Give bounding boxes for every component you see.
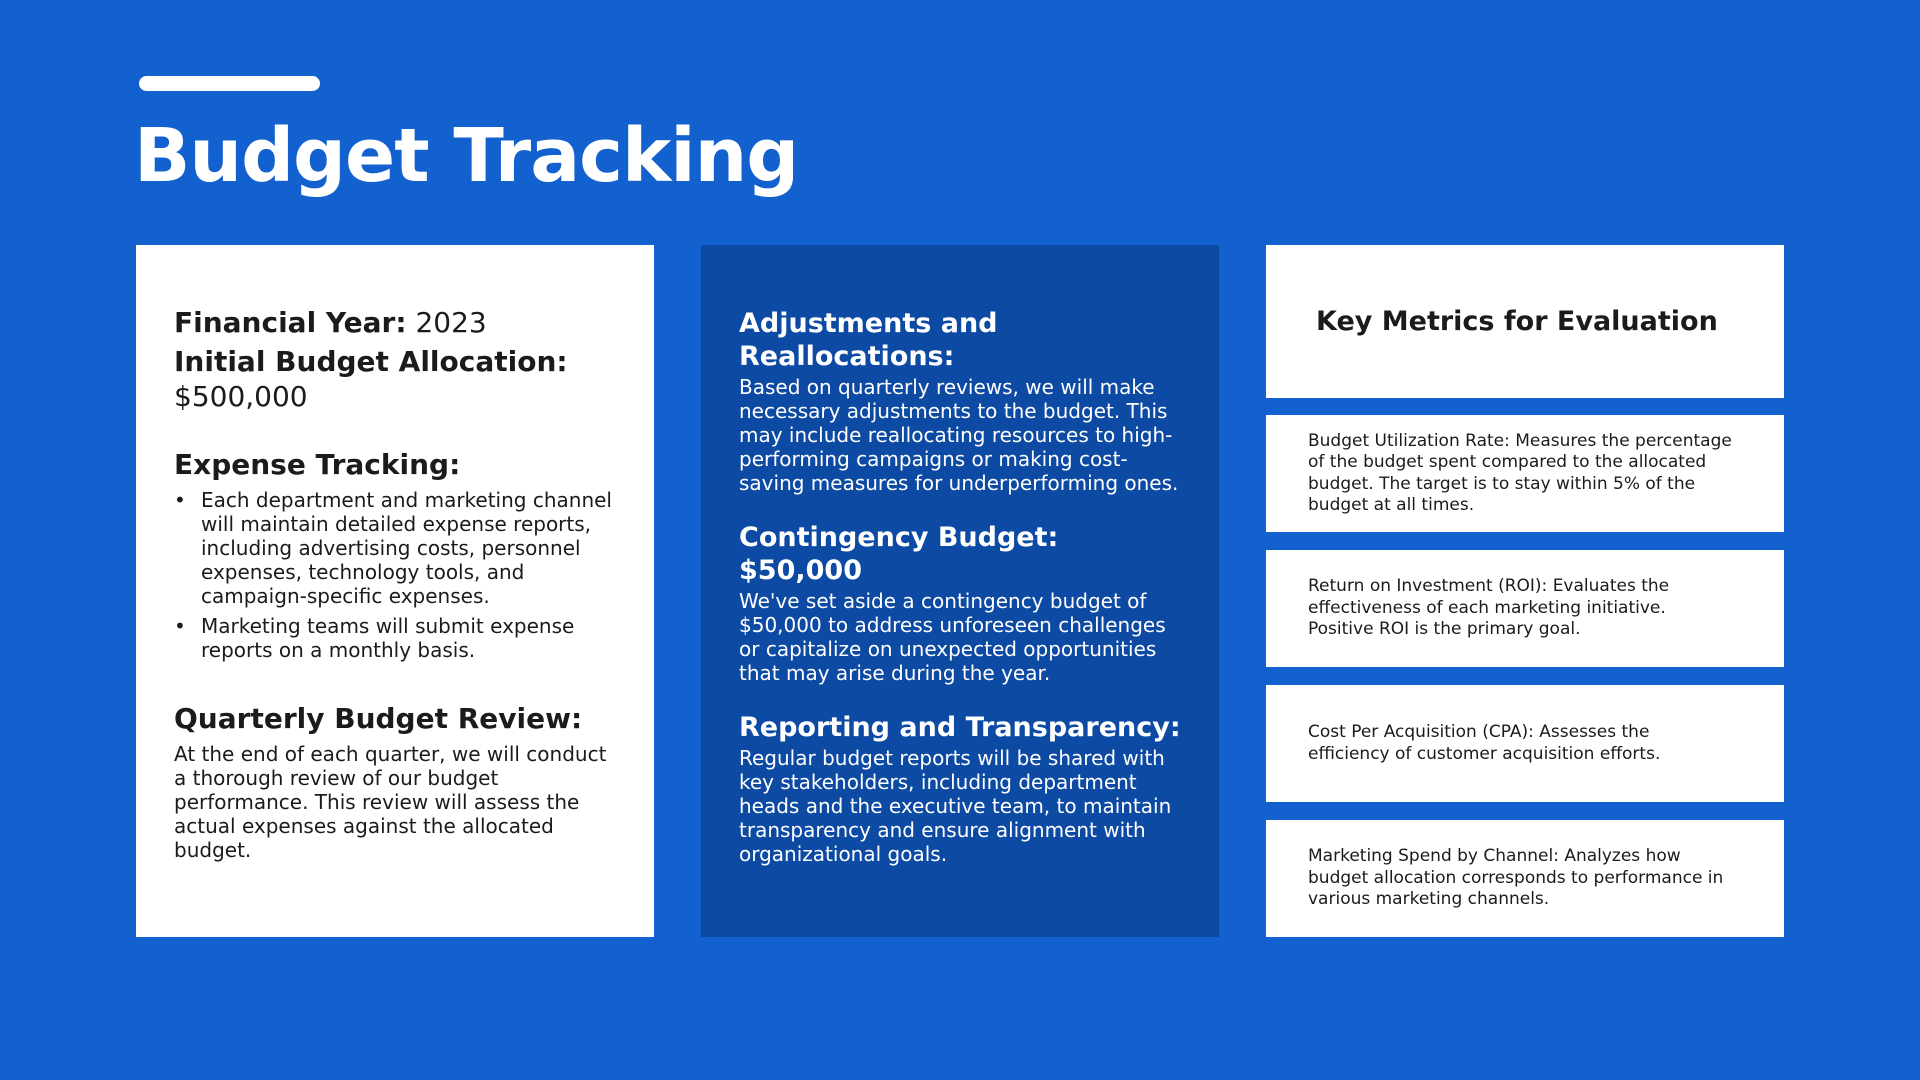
- list-item: [174, 614, 618, 662]
- financial-year-value: 2023: [415, 306, 487, 339]
- metric-card-spend-by-channel: [1266, 820, 1784, 937]
- financial-year-label: Financial Year:: [174, 306, 407, 339]
- adjustments-panel: [701, 245, 1219, 937]
- metric-text: Cost Per Acquisition (CPA): Assesses the efficiency of customer acquisition efforts.: [1308, 722, 1661, 764]
- metric-card-budget-utilization: [1266, 415, 1784, 532]
- adjustments-body: Based on quarterly reviews, we will make necessary adjustments to the budget. This may include reallocating resources to high-performing campaigns or making cost-saving measures for underperforming ones.: [739, 375, 1179, 495]
- financial-year: [174, 305, 618, 341]
- contingency-body: We've set aside a contingency budget of $50,000 to address unforeseen challenges or capitalize on unexpected opportunities that may arise during the year.: [739, 589, 1166, 685]
- budget-overview-panel: [136, 245, 654, 937]
- bullet-icon: •: [174, 488, 186, 512]
- metric-card-cpa: [1266, 685, 1784, 802]
- metric-text: Return on Investment (ROI): Evaluates the effectiveness of each marketing initiative. Positive ROI is the primary goal.: [1308, 576, 1670, 640]
- initial-budget-label: Initial Budget Allocation:: [174, 345, 568, 378]
- expense-bullet-list: [174, 488, 618, 662]
- title-accent-bar: [139, 76, 320, 91]
- key-metrics-heading: Key Metrics for Evaluation: [1316, 306, 1718, 337]
- reporting-heading: Reporting and Transparency:: [739, 712, 1181, 743]
- contingency-heading: Contingency Budget: $50,000: [739, 522, 1059, 586]
- list-item: [174, 488, 618, 608]
- bullet-text: Marketing teams will submit expense reports on a monthly basis.: [201, 614, 575, 662]
- reporting-body: Regular budget reports will be shared with key stakeholders, including department heads and the executive team, to maintain transparency and ensure alignment with organizational goals.: [739, 746, 1172, 866]
- metric-text: Marketing Spend by Channel: Analyzes how budget allocation corresponds to performance in various marketing channels.: [1308, 846, 1724, 910]
- page-title: Budget Tracking: [134, 113, 799, 199]
- expense-tracking-heading: Expense Tracking:: [174, 448, 461, 481]
- initial-budget-value: $500,000: [174, 380, 308, 413]
- bullet-icon: •: [174, 614, 186, 638]
- adjustments-heading: Adjustments and Reallocations:: [739, 308, 998, 372]
- quarterly-review-heading: Quarterly Budget Review:: [174, 702, 583, 735]
- bullet-text: Each department and marketing channel will maintain detailed expense reports, including advertising costs, personnel expenses, technology tools, and campaign-specific expenses.: [201, 488, 612, 608]
- metric-card-roi: [1266, 550, 1784, 667]
- quarterly-review-body: At the end of each quarter, we will conduct a thorough review of our budget performance. This review will assess the actual expenses against the allocated budget.: [174, 742, 607, 862]
- initial-budget: [174, 344, 618, 414]
- metric-text: Budget Utilization Rate: Measures the percentage of the budget spent compared to the allocated budget. The target is to stay within 5% of the budget at all times.: [1308, 430, 1732, 515]
- key-metrics-header: [1266, 245, 1784, 398]
